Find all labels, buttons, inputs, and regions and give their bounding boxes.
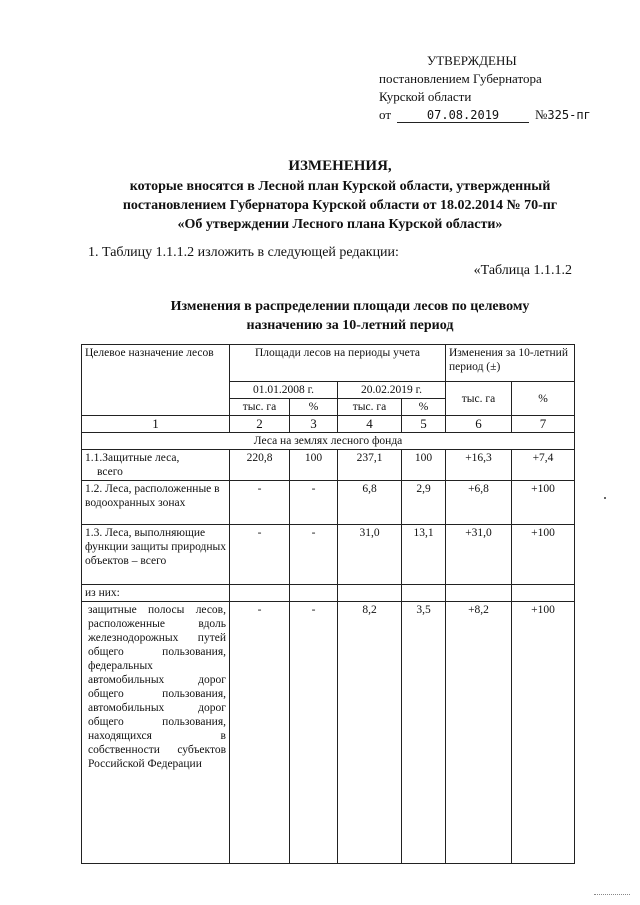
column-number: 1 bbox=[82, 416, 230, 433]
column-number: 4 bbox=[338, 416, 402, 433]
cell-value: - bbox=[290, 525, 338, 585]
cell-value: +16,3 bbox=[446, 450, 512, 481]
cell-value: 237,1 bbox=[338, 450, 402, 481]
cell-value: 31,0 bbox=[338, 525, 402, 585]
cell-value: +8,2 bbox=[446, 602, 512, 864]
empty-cell bbox=[290, 585, 338, 602]
cell-value: - bbox=[290, 481, 338, 525]
empty-cell bbox=[338, 585, 402, 602]
header-areas: Площади лесов на периоды учета bbox=[230, 345, 446, 382]
cell-value: +100 bbox=[512, 481, 575, 525]
approval-from-label: от bbox=[379, 107, 392, 122]
empty-cell bbox=[512, 585, 575, 602]
header-change-pct: % bbox=[512, 382, 575, 416]
header-change-ha: тыс. га bbox=[446, 382, 512, 416]
header-ha-2019: тыс. га bbox=[338, 399, 402, 416]
row-label-line: 1.1.Защитные леса, bbox=[85, 452, 180, 464]
cell-value: +7,4 bbox=[512, 450, 575, 481]
row-label: 1.3. Леса, выполняющие функции защиты природных объектов – всего bbox=[82, 525, 230, 585]
approval-block bbox=[379, 52, 619, 124]
column-number: 2 bbox=[230, 416, 290, 433]
cell-value: 100 bbox=[402, 450, 446, 481]
row-label-line: всего bbox=[97, 466, 123, 478]
cell-value: 220,8 bbox=[230, 450, 290, 481]
table-reference: «Таблица 1.1.1.2 bbox=[473, 263, 572, 278]
header-change: Изменения за 10-летний период (±) bbox=[446, 345, 575, 382]
cell-value: +6,8 bbox=[446, 481, 512, 525]
table-title bbox=[90, 297, 610, 335]
title-main: ИЗМЕНЕНИЯ, bbox=[288, 158, 392, 174]
approval-heading: УТВЕРЖДЕНЫ bbox=[427, 53, 517, 68]
cell-value: - bbox=[230, 481, 290, 525]
header-purpose: Целевое назначение лесов bbox=[82, 345, 230, 416]
approval-number-prefix: № bbox=[535, 107, 548, 122]
header-date-2008: 01.01.2008 г. bbox=[230, 382, 338, 399]
table-title-line-1: Изменения в распределении площади лесов по целевому bbox=[170, 299, 530, 314]
table-row bbox=[82, 481, 575, 525]
cell-value: 2,9 bbox=[402, 481, 446, 525]
column-number: 6 bbox=[446, 416, 512, 433]
document-title bbox=[60, 157, 620, 234]
forest-area-table bbox=[81, 344, 575, 864]
row-label bbox=[82, 450, 230, 481]
table-row bbox=[82, 525, 575, 585]
cell-value: 8,2 bbox=[338, 602, 402, 864]
cell-value: 3,5 bbox=[402, 602, 446, 864]
approval-date: 07.08.2019 bbox=[397, 108, 529, 123]
header-pct-2019: % bbox=[402, 399, 446, 416]
cell-value: - bbox=[230, 602, 290, 864]
table-row bbox=[82, 450, 575, 481]
cell-value: 100 bbox=[290, 450, 338, 481]
title-line-2: постановлением Губернатора Курской области от 18.02.2014 № 70-пг bbox=[122, 198, 558, 213]
approval-decree: постановлением Губернатора bbox=[379, 71, 542, 86]
cell-value: +100 bbox=[512, 602, 575, 864]
approval-number: 325-пг bbox=[547, 108, 591, 122]
section-heading: Леса на землях лесного фонда bbox=[82, 433, 575, 450]
approval-date-line bbox=[379, 106, 619, 124]
column-number: 3 bbox=[290, 416, 338, 433]
cell-value: 13,1 bbox=[402, 525, 446, 585]
cell-value: +100 bbox=[512, 525, 575, 585]
header-date-2019: 20.02.2019 г. bbox=[338, 382, 446, 399]
title-line-3: «Об утверждении Лесного плана Курской области» bbox=[177, 217, 503, 232]
empty-cell bbox=[402, 585, 446, 602]
column-number: 5 bbox=[402, 416, 446, 433]
table-title-line-2: назначению за 10-летний период bbox=[246, 318, 454, 333]
header-ha-2008: тыс. га bbox=[230, 399, 290, 416]
scan-artifact bbox=[604, 497, 606, 499]
empty-cell bbox=[230, 585, 290, 602]
cell-value: +31,0 bbox=[446, 525, 512, 585]
column-number: 7 bbox=[512, 416, 575, 433]
cell-value: - bbox=[230, 525, 290, 585]
cell-value: - bbox=[290, 602, 338, 864]
title-line-1: которые вносятся в Лесной план Курской области, утвержденный bbox=[129, 179, 551, 194]
empty-cell bbox=[446, 585, 512, 602]
point-1: 1. Таблицу 1.1.1.2 изложить в следующей редакции: bbox=[88, 245, 399, 260]
table-row bbox=[82, 602, 575, 864]
scan-artifact bbox=[594, 894, 630, 897]
cell-value: 6,8 bbox=[338, 481, 402, 525]
row-label-sub: защитные полосы лесов, расположенные вдоль железнодорожных путей общего пользования, федеральных автомобильных дорог общего пользования, автомобильных дорог общего пользования, находящихся в собственности субъектов Российской Федерации bbox=[82, 602, 230, 864]
of-them-label: из них: bbox=[82, 585, 230, 602]
approval-region: Курской области bbox=[379, 89, 472, 104]
header-pct-2008: % bbox=[290, 399, 338, 416]
row-label: 1.2. Леса, расположенные в водоохранных зонах bbox=[82, 481, 230, 525]
